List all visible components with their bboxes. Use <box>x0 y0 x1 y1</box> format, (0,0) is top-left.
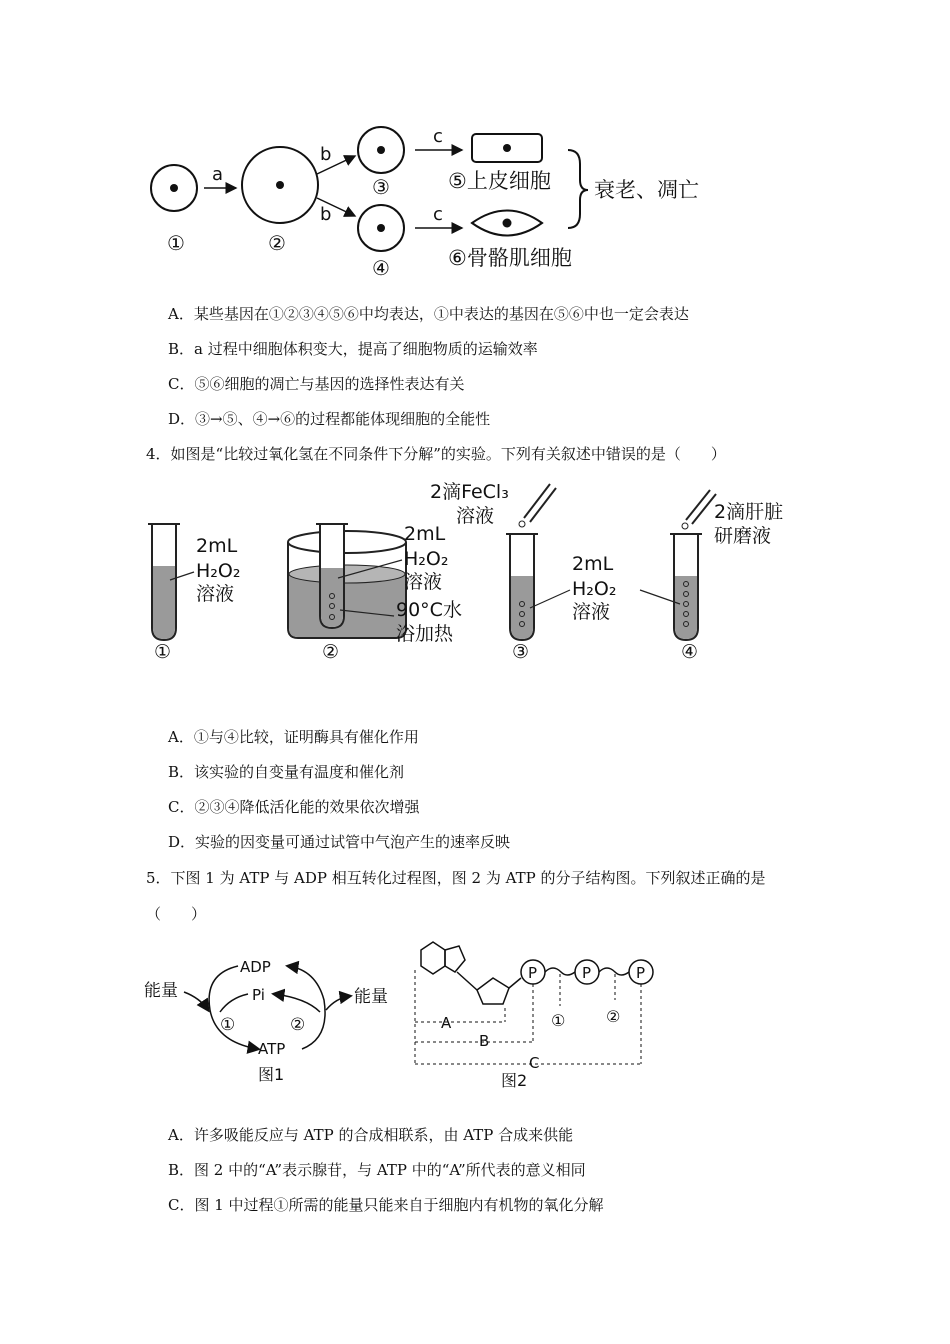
q5-stem-line2: （ ） <box>146 905 207 923</box>
label-tube-2: ② <box>322 641 340 663</box>
label-b-top: b <box>320 144 332 165</box>
liver-grind: 研磨液 <box>714 525 772 547</box>
pi-label: Pi <box>252 986 265 1004</box>
label-3: ③ <box>372 175 390 199</box>
label-muscle: ⑥骨骼肌细胞 <box>448 246 572 270</box>
bracket-a-label: A <box>441 1014 452 1032</box>
phosphate-3-label: P <box>636 964 646 982</box>
q5-option-a: A．许多吸能反应与 ATP 的合成相联系，由 ATP 合成来供能 <box>168 1126 574 1144</box>
tube2-solution: 溶液 <box>404 571 443 593</box>
tube1-h2o2: H₂O₂ <box>196 560 241 582</box>
q4-stem: 4．如图是“比较过氧化氢在不同条件下分解”的实验。下列有关叙述中错误的是（ ） <box>146 445 726 463</box>
phosphate-2-label: P <box>582 964 592 982</box>
q4-option-a: A．①与④比较，证明酶具有催化作用 <box>168 728 419 746</box>
tube1-volume: 2mL <box>196 535 238 557</box>
q3-option-b: B．a 过程中细胞体积变大，提高了细胞物质的运输效率 <box>168 340 538 358</box>
fecl3-solution: 溶液 <box>456 505 495 527</box>
cell-differentiation-figure <box>140 118 730 288</box>
label-tube-1: ① <box>154 641 172 663</box>
atp-adp-cycle-figure <box>140 950 400 1090</box>
adenine-ring <box>421 942 445 974</box>
tube3-solution: 溶液 <box>572 601 611 623</box>
process-2-label: ② <box>290 1015 306 1035</box>
label-c-top: c <box>433 126 443 147</box>
q5-option-c: C．图 1 中过程①所需的能量只能来自于细胞内有机物的氧化分解 <box>168 1196 604 1214</box>
q3-option-c: C．⑤⑥细胞的凋亡与基因的选择性表达有关 <box>168 375 465 393</box>
fecl3-label: 2滴FeCl₃ <box>430 481 509 503</box>
ribose-ring <box>477 978 509 1004</box>
label-tube-3: ③ <box>512 641 530 663</box>
label-2: ② <box>268 231 286 255</box>
label-1: ① <box>167 231 185 255</box>
bracket-c-label: C <box>529 1054 540 1072</box>
tube2-volume: 2mL <box>404 523 446 545</box>
label-epithelial: ⑤上皮细胞 <box>448 169 551 193</box>
atp-structure-figure <box>405 930 665 1090</box>
label-tube-4: ④ <box>681 641 699 663</box>
liver-label: 2滴肝脏 <box>714 501 784 523</box>
q5-option-b: B．图 2 中的“A”表示腺苷，与 ATP 中的“A”所代表的意义相同 <box>168 1161 586 1179</box>
label-fate: 衰老、凋亡 <box>594 178 699 202</box>
phosphate-1-label: P <box>528 964 538 982</box>
label-c-bottom: c <box>433 204 443 225</box>
q4-option-c: C．②③④降低活化能的效果依次增强 <box>168 798 420 816</box>
tube2-h2o2: H₂O₂ <box>404 548 449 570</box>
q3-option-d: D．③→⑤、④→⑥的过程都能体现细胞的全能性 <box>168 410 491 428</box>
bond-1-label: ① <box>551 1011 566 1030</box>
q3-option-a: A．某些基因在①②③④⑤⑥中均表达，①中表达的基因在⑤⑥中也一定会表达 <box>168 305 689 323</box>
tube3-volume: 2mL <box>572 553 614 575</box>
adp-label: ADP <box>240 958 271 976</box>
energy-in-label: 能量 <box>144 981 178 1001</box>
fig2-caption: 图2 <box>501 1071 528 1090</box>
label-b-bottom: b <box>320 204 332 225</box>
bath-temp: 90°C水 <box>396 599 462 621</box>
bond-2-label: ② <box>606 1007 621 1026</box>
energy-out-label: 能量 <box>354 987 388 1007</box>
process-1-label: ① <box>220 1015 236 1035</box>
fig1-caption: 图1 <box>258 1065 285 1084</box>
atp-label: ATP <box>258 1040 286 1058</box>
bath-heating: 浴加热 <box>396 623 454 645</box>
q4-option-d: D．实验的因变量可通过试管中气泡产生的速率反映 <box>168 833 511 851</box>
label-4: ④ <box>372 256 390 280</box>
q5-stem-line1: 5．下图 1 为 ATP 与 ADP 相互转化过程图，图 2 为 ATP 的分子结构图。下列叙述正确的是 <box>146 869 766 887</box>
label-a: a <box>212 164 224 185</box>
q4-option-b: B．该实验的自变量有温度和催化剂 <box>168 763 405 781</box>
tube3-h2o2: H₂O₂ <box>572 578 617 600</box>
bracket-b-label: B <box>479 1032 490 1050</box>
brace <box>568 150 588 228</box>
h2o2-experiment-figure <box>140 478 820 668</box>
tube1-solution: 溶液 <box>196 583 235 605</box>
